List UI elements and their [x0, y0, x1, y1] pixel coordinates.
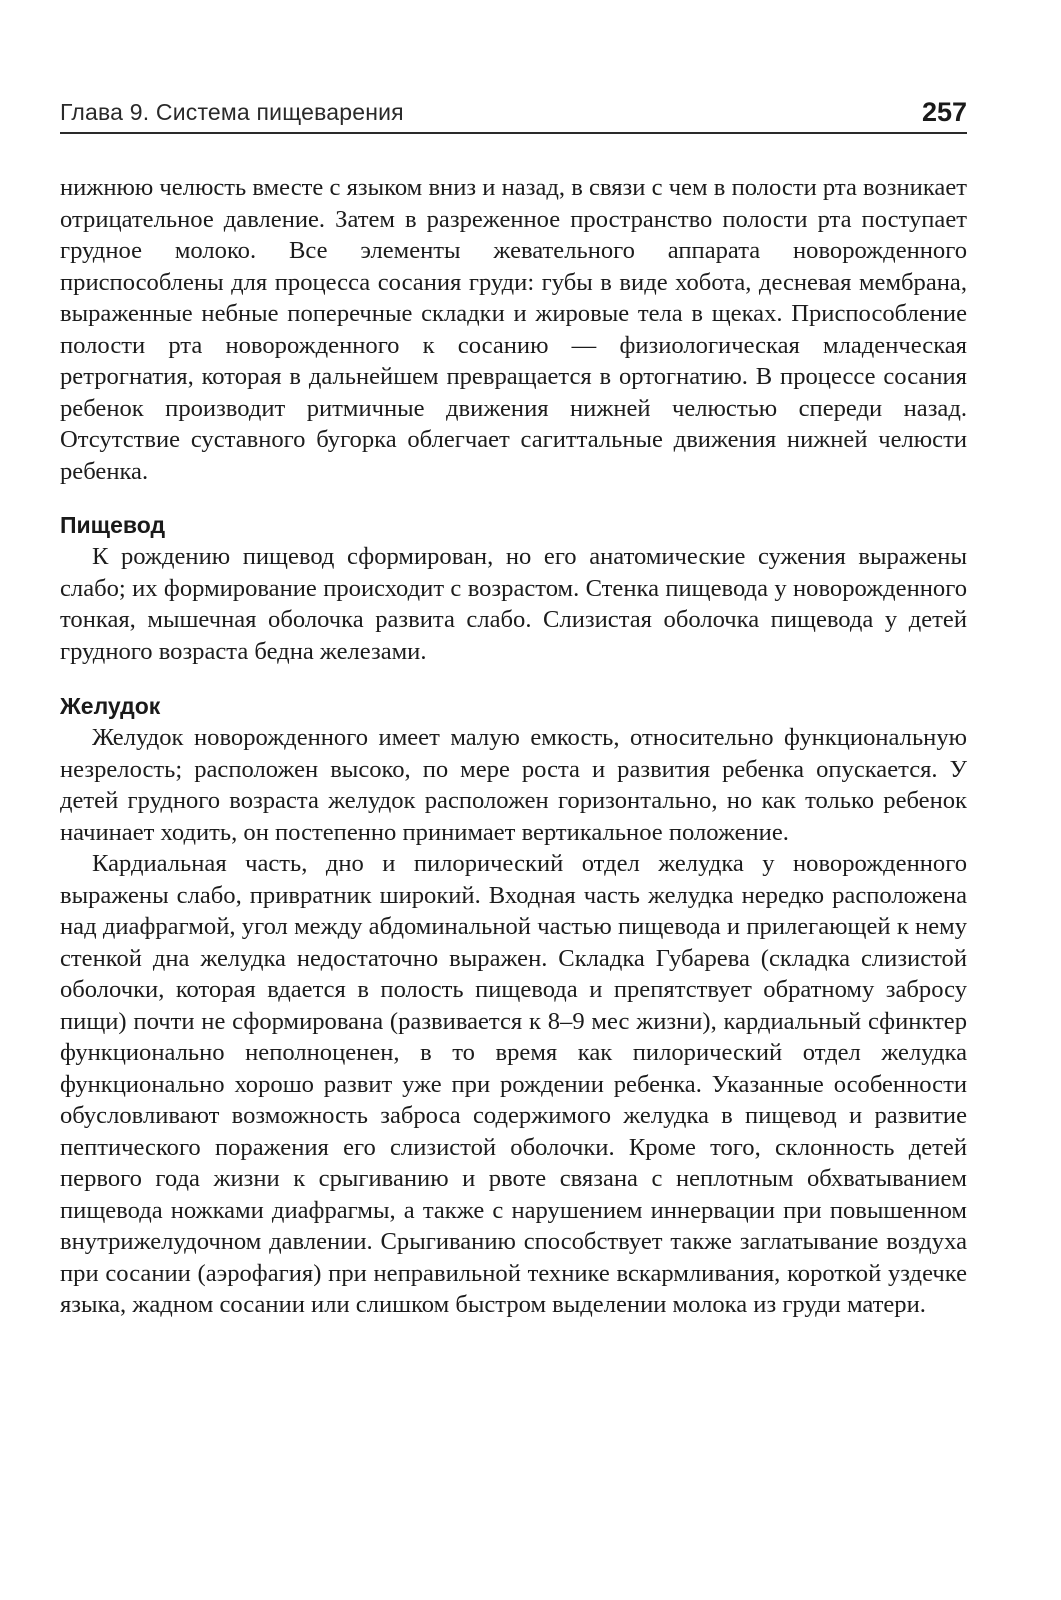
intro-paragraph: нижнюю челюсть вместе с языком вниз и назад, в связи с чем в полости рта возникает отрицательное давление. Затем в разреженное пространство полости рта поступает грудное молоко. Все элементы жевательного аппарата новорожденного приспособлены для процесса сосания груди: губы в виде хобота, десневая мембрана, выраженные небные поперечные складки и жировые тела в щеках. Приспособление полости рта новорожденного к сосанию — физиологическая младенческая ретрогнатия, которая в дальнейшем превращается в ортогнатию. В процессе сосания ребенок производит ритмичные движения нижней челюстью спереди назад. Отсутствие суставного бугорка облегчает сагиттальные движения нижней челюсти ребенка.: [60, 174, 967, 485]
section-title-stomach: Желудок: [60, 693, 161, 719]
stomach-paragraph-1: Желудок новорожденного имеет малую емкость, относительно функциональную незрелость; расположен высоко, по мере роста и развития ребенка опускается. У детей грудного возраста желудок расположен горизонтально, но как только ребенок начинает ходить, он постепенно принимает вертикальное положение.: [60, 724, 967, 846]
chapter-title: Глава 9. Система пищеварения: [60, 99, 404, 125]
page-number: 257: [921, 97, 967, 127]
stomach-paragraph-2: Кардиальная часть, дно и пилорический отдел желудка у новорожденного выражены слабо, привратник широкий. Входная часть желудка нередко расположена над диафрагмой, угол между абдоминальной частью пищевода и прилегающей к нему стенкой дна желудка недостаточно выражен. Складка Губарева (складка слизистой оболочки, которая вдается в полость пищевода и препятствует обратному забросу пищи) почти не сформирована (развивается к 8–9 мес жизни), кардиальный сфинктер функционально неполноценен, в то время как пилорический отдел желудка функционально хорошо развит уже при рождении ребенка. Указанные особенности обусловливают возможность заброса содержимого желудка в пищевод и развитие пептического поражения его слизистой оболочки. Кроме того, склонность детей первого года жизни к срыгиванию и рвоте связана с неплотным обхватыванием пищевода ножками диафрагмы, а также с нарушением иннервации при повышенном внутрижелудочном давлении. Срыгиванию способствует также заглатывание воздуха при сосании (аэрофагия) при неправильной технике вскармливания, короткой уздечке языка, жадном сосании или слишком быстром выделении молока из груди матери.: [60, 850, 967, 1318]
esophagus-paragraph: К рождению пищевод сформирован, но его анатомические сужения выражены слабо; их формирование происходит с возрастом. Стенка пищевода у новорожденного тонкая, мышечная оболочка развита слабо. Слизистая оболочка пищевода у детей грудного возраста бедна железами.: [60, 543, 967, 665]
page-body: [60, 172, 967, 1321]
running-header: [60, 88, 967, 134]
section-title-esophagus: Пищевод: [60, 512, 166, 538]
